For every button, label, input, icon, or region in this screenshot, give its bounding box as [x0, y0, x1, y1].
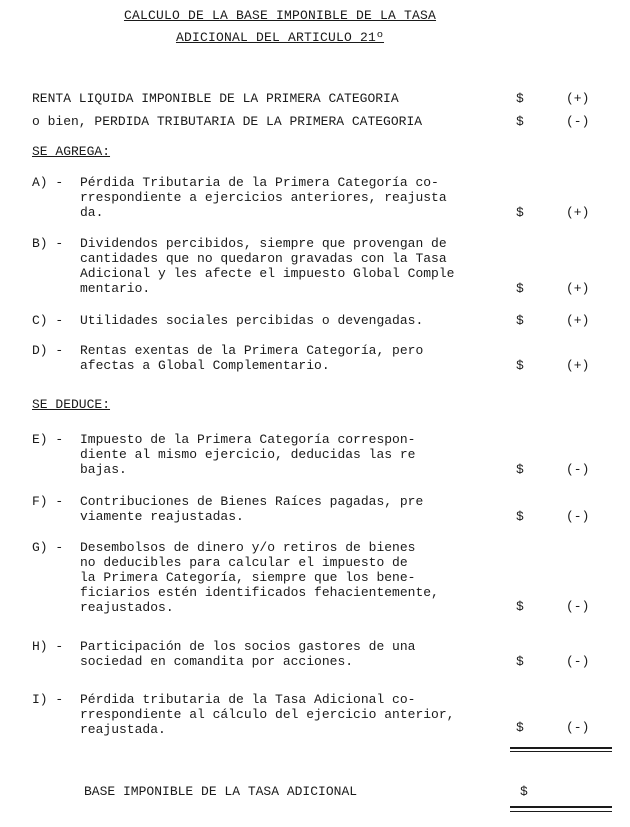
sign-indicator: (+): [566, 358, 590, 373]
item-text: [80, 343, 550, 373]
currency-symbol: $: [516, 358, 524, 373]
item-text: [80, 692, 550, 737]
sum-rule-top-second: [510, 751, 612, 752]
item-label: G) -: [32, 540, 64, 555]
item-line: la Primera Categoría, siempre que los bene-: [80, 570, 416, 585]
header-row-text: o bien, PERDIDA TRIBUTARIA DE LA PRIMERA CATEGORIA: [32, 114, 423, 129]
sign-indicator: (-): [566, 462, 590, 477]
currency-symbol: $: [516, 281, 524, 296]
item-text: [80, 432, 550, 477]
item-line: Participación de los socios gastores de una: [80, 639, 416, 654]
item-line: Impuesto de la Primera Categoría correspon-: [80, 432, 416, 447]
sign-indicator: (+): [566, 313, 590, 328]
item-line: cantidades que no quedaron gravadas con la Tasa: [80, 251, 447, 266]
item-line: Adicional y les afecte el impuesto Global Comple: [80, 266, 455, 281]
item-label: A) -: [32, 175, 64, 190]
item-line: no deducibles para calcular el impuesto de: [80, 555, 408, 570]
item-label: E) -: [32, 432, 64, 447]
currency-symbol: $: [516, 599, 524, 614]
item-line: rrespondiente a ejercicios anteriores, reajusta: [80, 190, 447, 205]
currency-symbol: $: [516, 205, 524, 220]
item-line: Rentas exentas de la Primera Categoría, pero: [80, 343, 424, 358]
item-label: H) -: [32, 639, 64, 654]
sign-indicator: (+): [566, 281, 590, 296]
section-heading-se-deduce: SE DEDUCE:: [32, 397, 111, 412]
currency-symbol: $: [516, 462, 524, 477]
item-line: Dividendos percibidos, siempre que provengan de: [80, 236, 447, 251]
item-line: bajas.: [80, 462, 127, 477]
item-text: [80, 236, 550, 296]
item-line: da.: [80, 205, 104, 220]
currency-symbol: $: [516, 509, 524, 524]
item-line: Pérdida tributaria de la Tasa Adicional co-: [80, 692, 416, 707]
currency-symbol: $: [516, 114, 524, 129]
item-line: Desembolsos de dinero y/o retiros de bienes: [80, 540, 416, 555]
item-line: mentario.: [80, 281, 151, 296]
total-rule-1: [510, 806, 612, 808]
item-line: diente al mismo ejercicio, deducidas las re: [80, 447, 416, 462]
currency-symbol: $: [520, 784, 528, 799]
item-text: [80, 175, 550, 220]
header-row-perdida: [32, 114, 630, 129]
currency-symbol: $: [516, 720, 524, 735]
sign-indicator: (-): [566, 654, 590, 669]
item-label: C) -: [32, 313, 64, 328]
header-row-text: RENTA LIQUIDA IMPONIBLE DE LA PRIMERA CATEGORIA: [32, 91, 399, 106]
currency-symbol: $: [516, 313, 524, 328]
header-row-renta: [32, 91, 630, 106]
item-line: ficiarios estén identificados fehacientemente,: [80, 585, 439, 600]
item-label: D) -: [32, 343, 64, 358]
item-line: Contribuciones de Bienes Raíces pagadas, pre: [80, 494, 424, 509]
title-line-1: CALCULO DE LA BASE IMPONIBLE DE LA TASA: [123, 8, 437, 23]
item-text: [80, 313, 550, 328]
item-line: reajustados.: [80, 600, 174, 615]
title-line-2: ADICIONAL DEL ARTICULO 21º: [175, 30, 385, 45]
item-label: I) -: [32, 692, 64, 707]
sign-indicator: (-): [566, 599, 590, 614]
sign-indicator: (+): [566, 91, 590, 106]
item-label: B) -: [32, 236, 64, 251]
item-text: [80, 494, 550, 524]
item-label: F) -: [32, 494, 64, 509]
item-line: rrespondiente al cálculo del ejercicio anterior,: [80, 707, 455, 722]
item-text: [80, 639, 550, 669]
currency-symbol: $: [516, 654, 524, 669]
item-text: [80, 540, 550, 615]
sign-indicator: (-): [566, 720, 590, 735]
item-line: afectas a Global Complementario.: [80, 358, 330, 373]
total-rule-2: [510, 811, 612, 812]
item-line: viamente reajustadas.: [80, 509, 244, 524]
sign-indicator: (-): [566, 509, 590, 524]
item-line: Pérdida Tributaria de la Primera Categoría co-: [80, 175, 439, 190]
total-label: BASE IMPONIBLE DE LA TASA ADICIONAL: [84, 784, 358, 799]
currency-symbol: $: [516, 91, 524, 106]
sum-rule-top: [510, 747, 612, 749]
item-line: reajustada.: [80, 722, 166, 737]
sign-indicator: (-): [566, 114, 590, 129]
sign-indicator: (+): [566, 205, 590, 220]
item-line: sociedad en comandita por acciones.: [80, 654, 354, 669]
item-line: Utilidades sociales percibidas o devengadas.: [80, 313, 424, 328]
section-heading-se-agrega: SE AGREGA:: [32, 144, 111, 159]
